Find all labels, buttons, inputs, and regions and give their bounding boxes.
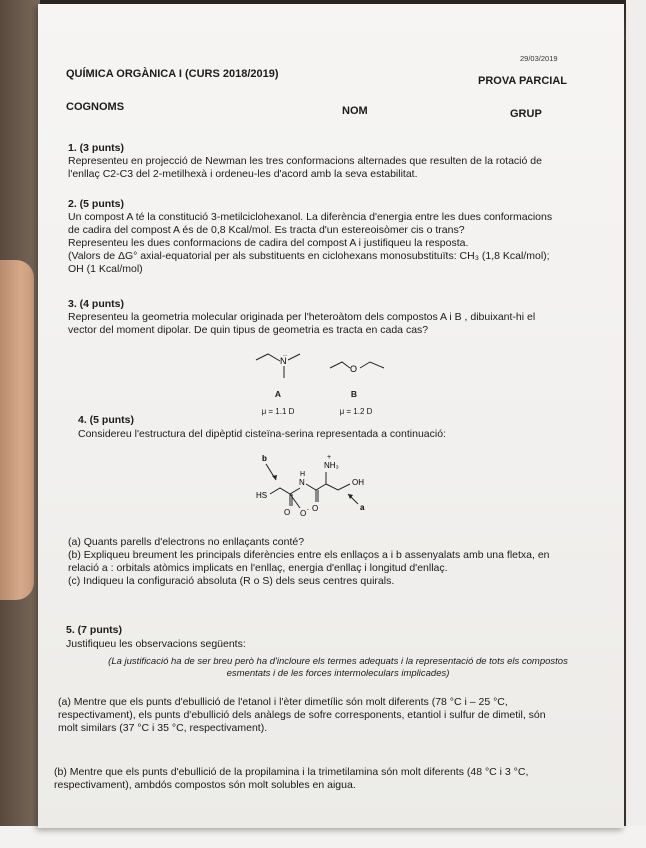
molecule-b-atom: O [350, 364, 358, 374]
q3-title: 3. (4 punts) [68, 298, 125, 310]
q5-intro: Justifiqueu les observacions següents: [66, 638, 246, 650]
q2-line: Representeu les dues conformacions de cadira del compost A i justifiqueu la resposta. [68, 237, 469, 249]
q5-part-a-line: respectivament), els punts d'ebullició dels anàlegs de sofre corresponents, etantiol i sulfur de dimetil, són [58, 709, 546, 721]
bond-a-label: a [360, 503, 365, 512]
q1-line: Representeu en projecció de Newman les tres conformacions alternades que resulten de la rotació de [68, 155, 542, 167]
molecule-a-label: A [274, 389, 282, 399]
q4-intro: Considereu l'estructura del dipèptid cisteïna-serina representada a continuació: [78, 428, 446, 440]
q4-item-b: (b) Expliqueu breument les principals diferències entre els enllaços a i b assenyalats amb una fletxa, en [68, 549, 550, 561]
molecule-b-dipole: μ = 1.2 D [339, 407, 373, 416]
q2-text [68, 211, 588, 276]
q1-title: 1. (3 punts) [68, 142, 125, 154]
q4-title: 4. (5 punts) [78, 414, 135, 426]
course-title: QUÍMICA ORGÀNICA I (CURS 2018/2019) [66, 68, 279, 80]
carboxylate-charge: - [307, 507, 309, 513]
q2-line: de cadira del compost A és de 0,8 Kcal/mol. Es tracta d'un estereoisòmer cis o trans? [68, 224, 465, 236]
svg-text:..: .. [283, 351, 287, 358]
ammonium-charge: + [327, 454, 332, 461]
bond-b-label: b [262, 454, 267, 463]
amide-n-label: N [299, 478, 305, 487]
dipeptide-structure [246, 452, 386, 522]
q2-line: (Valors de ΔG° axial-equatorial per als substituents en ciclohexans monosubstituïts: CH₃ (1,8 Kcal/mol); [68, 250, 550, 262]
q5-part-b [54, 766, 606, 792]
ammonium-label: NH₃ [324, 461, 339, 470]
background-right [626, 0, 646, 848]
q2-title: 2. (5 punts) [68, 198, 125, 210]
q4-item-b-cont: relació a : orbitals atòmics implicats en l'enllaç, energia d'enllaç i longitud d'enllaç. [68, 562, 448, 574]
q4-item-a: (a) Quants parells d'electrons no enllaçants conté? [68, 536, 305, 548]
q4-items [68, 536, 598, 588]
holding-thumb [0, 260, 34, 600]
q5-part-a-line: (a) Mentre que els punts d'ebullició de l'etanol i l'èter dimetílic són molt diferents (78 °C i – 25 °C, [58, 696, 508, 708]
q5-part-b-line: respectivament), ambdós compostos són molt solubles en aigua. [54, 779, 356, 791]
q5-note-line: (La justificació ha de ser breu però ha d'incloure els termes adequats i la representació de tots els compostos [108, 656, 568, 667]
background-bottom [0, 826, 646, 848]
q5-part-a [58, 696, 606, 735]
exam-type: PROVA PARCIAL [478, 75, 568, 87]
name-label: NOM [342, 105, 368, 117]
surname-label: COGNOMS [66, 101, 125, 113]
q3-text [68, 311, 588, 337]
q1-text [68, 155, 568, 181]
carboxylate-o-label: O [300, 509, 307, 518]
q5-note-line: esmentats i de les forces intermoleculars implicades) [226, 668, 450, 679]
exam-sheet [38, 4, 624, 828]
hydroxyl-label: OH [352, 478, 364, 487]
amide-h-label: H [300, 471, 306, 478]
q3-line: vector del moment dipolar. De quin tipus de geometria es tracta en cada cas? [68, 324, 429, 336]
hs-label: HS [256, 491, 268, 500]
molecule-a-structure [254, 350, 306, 384]
q2-line: OH (1 Kcal/mol) [68, 263, 143, 275]
q5-part-a-line: molt similars (37 °C i 35 °C, respectivament). [58, 722, 268, 734]
q5-note [88, 656, 588, 680]
q1-line: l'enllaç C2-C3 del 2-metilhexà i ordeneu-les d'acord amb la seva estabilitat. [68, 168, 418, 180]
q5-title: 5. (7 punts) [66, 624, 123, 636]
q5-part-b-line: (b) Mentre que els punts d'ebullició de la propilamina i la trimetilamina són molt diferents (48 °C i 3 °C, [54, 766, 529, 778]
molecule-b-structure [328, 356, 388, 380]
molecule-a-atom: N [280, 356, 287, 366]
q2-line: Un compost A té la constitució 3-metilciclohexanol. La diferència d'energia entre les dues conformacions [68, 211, 553, 223]
molecule-a-dipole: μ = 1.1 D [261, 407, 295, 416]
q3-line: Representeu la geometria molecular originada per l'heteroàtom dels compostos A i B , dibuixant-hi el [68, 311, 536, 323]
molecule-b-label: B [350, 389, 358, 399]
exam-date: 29/03/2019 [520, 54, 558, 63]
carbonyl-o-label: O [284, 508, 291, 517]
q4-item-c: (c) Indiqueu la configuració absoluta (R o S) dels seus centres quirals. [68, 575, 395, 587]
amide-o-label: O [312, 504, 319, 513]
group-label: GRUP [510, 108, 542, 120]
